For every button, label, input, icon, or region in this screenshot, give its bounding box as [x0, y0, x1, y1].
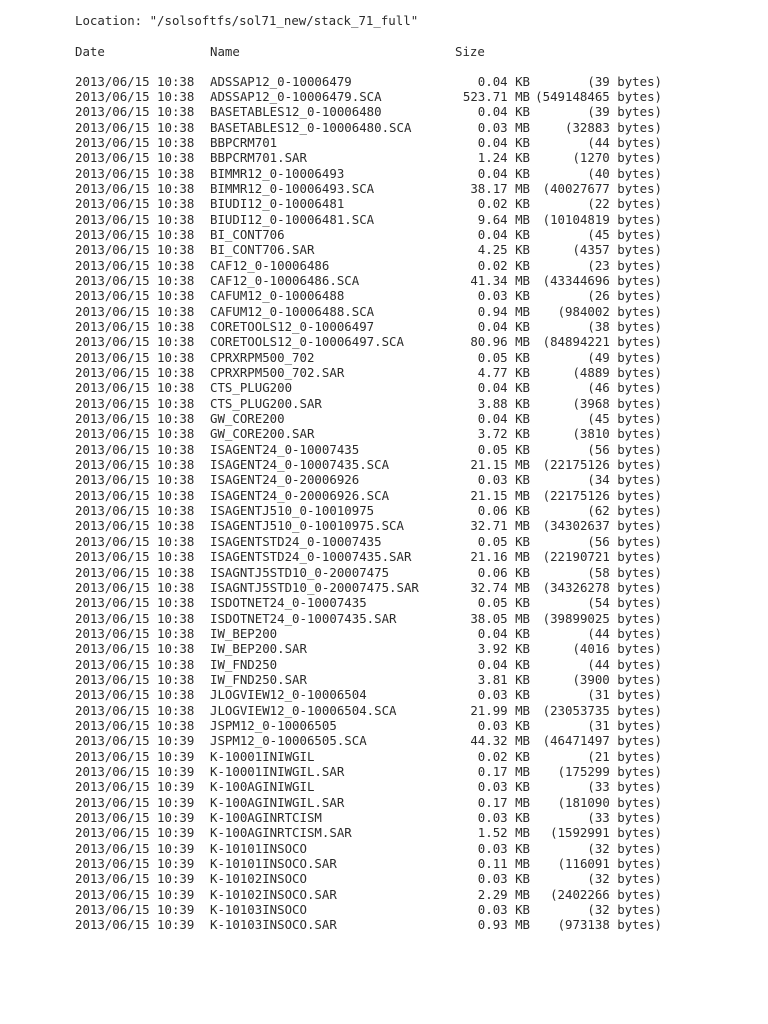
file-size: 3.81 KB [477, 671, 530, 687]
file-name: BI_CONT706 [210, 226, 285, 242]
file-date: 2013/06/15 10:38 [75, 380, 195, 396]
file-row [0, 580, 768, 595]
file-name: ISAGENT24_0-20006926.SCA [210, 487, 390, 503]
file-bytes: (3810 bytes) [572, 426, 662, 442]
file-date: 2013/06/15 10:39 [75, 902, 195, 918]
file-bytes: (44 bytes) [587, 656, 662, 672]
file-bytes: (39 bytes) [587, 73, 662, 89]
file-name: ISDOTNET24_0-10007435.SAR [210, 610, 397, 626]
file-bytes: (21 bytes) [587, 748, 662, 764]
file-name: ISAGENT24_0-10007435.SCA [210, 457, 390, 473]
file-bytes: (44 bytes) [587, 134, 662, 150]
file-date: 2013/06/15 10:38 [75, 165, 195, 181]
file-row [0, 503, 768, 518]
file-bytes: (22190721 bytes) [542, 549, 662, 565]
file-row [0, 380, 768, 395]
file-date: 2013/06/15 10:38 [75, 656, 195, 672]
file-row [0, 749, 768, 764]
file-row [0, 871, 768, 886]
file-size: 2.29 MB [477, 886, 530, 902]
file-row [0, 611, 768, 626]
file-name: ADSSAP12_0-10006479.SCA [210, 88, 382, 104]
file-size: 3.92 KB [477, 641, 530, 657]
file-row [0, 135, 768, 150]
file-bytes: (38 bytes) [587, 319, 662, 334]
header-size: Size [455, 44, 485, 59]
file-bytes: (44 bytes) [587, 625, 662, 641]
file-name: BBPCRM701.SAR [210, 150, 307, 166]
file-size: 0.04 KB [477, 104, 530, 120]
file-date: 2013/06/15 10:38 [75, 150, 195, 166]
file-size: 0.11 MB [477, 856, 530, 872]
file-row [0, 196, 768, 211]
file-bytes: (32 bytes) [587, 871, 662, 887]
file-bytes: (32 bytes) [587, 840, 662, 856]
file-bytes: (46471497 bytes) [542, 733, 662, 749]
file-bytes: (181090 bytes) [557, 794, 662, 810]
file-row [0, 595, 768, 610]
file-date: 2013/06/15 10:38 [75, 257, 195, 273]
file-name: K-10102INSOCO.SAR [210, 886, 337, 902]
file-size: 21.15 MB [470, 457, 530, 473]
file-bytes: (1270 bytes) [572, 150, 662, 166]
file-date: 2013/06/15 10:38 [75, 365, 195, 381]
file-date: 2013/06/15 10:38 [75, 564, 195, 580]
file-row [0, 718, 768, 733]
file-bytes: (4016 bytes) [572, 641, 662, 657]
file-row [0, 319, 768, 334]
file-name: IW_FND250 [210, 656, 278, 672]
file-bytes: (32 bytes) [587, 902, 662, 918]
file-date: 2013/06/15 10:38 [75, 196, 195, 212]
file-size: 3.72 KB [477, 426, 530, 442]
file-row [0, 74, 768, 89]
file-size: 41.34 MB [470, 272, 530, 288]
file-name: GW_CORE200.SAR [210, 426, 315, 442]
file-row [0, 350, 768, 365]
file-row [0, 841, 768, 856]
file-row [0, 549, 768, 564]
file-name: IW_FND250.SAR [210, 671, 307, 687]
file-size: 0.04 KB [477, 226, 530, 242]
file-bytes: (56 bytes) [587, 441, 662, 457]
file-row [0, 779, 768, 794]
file-row [0, 227, 768, 242]
file-date: 2013/06/15 10:39 [75, 871, 195, 887]
file-bytes: (34302637 bytes) [542, 518, 662, 534]
file-row [0, 518, 768, 533]
file-date: 2013/06/15 10:39 [75, 886, 195, 902]
file-size: 0.04 KB [477, 134, 530, 150]
file-bytes: (34326278 bytes) [542, 579, 662, 595]
file-date: 2013/06/15 10:38 [75, 134, 195, 150]
file-bytes: (45 bytes) [587, 411, 662, 427]
file-date: 2013/06/15 10:39 [75, 810, 195, 825]
file-bytes: (34 bytes) [587, 472, 662, 488]
file-bytes: (31 bytes) [587, 687, 662, 703]
file-date: 2013/06/15 10:38 [75, 579, 195, 595]
file-name: K-10101INSOCO.SAR [210, 856, 337, 872]
file-size: 80.96 MB [470, 334, 530, 350]
file-name: CTS_PLUG200.SAR [210, 395, 322, 411]
file-bytes: (984002 bytes) [557, 303, 662, 319]
file-name: CAFUM12_0-10006488.SCA [210, 303, 375, 319]
file-size: 0.17 MB [477, 763, 530, 779]
file-date: 2013/06/15 10:38 [75, 334, 195, 350]
file-date: 2013/06/15 10:38 [75, 610, 195, 626]
file-date: 2013/06/15 10:38 [75, 595, 195, 611]
file-size: 0.04 KB [477, 73, 530, 89]
file-name: ISAGENT24_0-10007435 [210, 441, 360, 457]
file-date: 2013/06/15 10:38 [75, 641, 195, 657]
file-name: K-10102INSOCO [210, 871, 307, 887]
file-date: 2013/06/15 10:38 [75, 119, 195, 135]
file-size: 0.04 KB [477, 411, 530, 427]
file-size: 0.03 KB [477, 779, 530, 795]
file-size: 0.02 KB [477, 257, 530, 273]
file-bytes: (549148465 bytes) [535, 88, 662, 104]
file-name: ISAGENTJ510_0-10010975.SCA [210, 518, 404, 534]
file-bytes: (40 bytes) [587, 165, 662, 181]
file-name: ISDOTNET24_0-10007435 [210, 595, 367, 611]
file-size: 0.04 KB [477, 380, 530, 396]
file-row [0, 703, 768, 718]
file-bytes: (62 bytes) [587, 503, 662, 519]
file-date: 2013/06/15 10:39 [75, 763, 195, 779]
file-date: 2013/06/15 10:38 [75, 288, 195, 304]
file-date: 2013/06/15 10:38 [75, 533, 195, 549]
file-row [0, 856, 768, 871]
file-date: 2013/06/15 10:38 [75, 457, 195, 473]
file-name: BASETABLES12_0-10006480.SCA [210, 119, 412, 135]
file-date: 2013/06/15 10:38 [75, 549, 195, 565]
file-bytes: (1592991 bytes) [550, 825, 662, 841]
file-date: 2013/06/15 10:38 [75, 395, 195, 411]
file-size: 0.06 KB [477, 564, 530, 580]
file-name: ISAGENT24_0-20006926 [210, 472, 360, 488]
file-bytes: (33 bytes) [587, 779, 662, 795]
file-row [0, 457, 768, 472]
file-size: 0.04 KB [477, 319, 530, 334]
file-bytes: (58 bytes) [587, 564, 662, 580]
file-list [0, 74, 768, 933]
file-row [0, 396, 768, 411]
header-name: Name [210, 44, 240, 59]
file-name: BIMMR12_0-10006493.SCA [210, 180, 375, 196]
file-name: ISAGNTJ5STD10_0-20007475.SAR [210, 579, 419, 595]
file-row [0, 258, 768, 273]
file-bytes: (4889 bytes) [572, 365, 662, 381]
file-bytes: (43344696 bytes) [542, 272, 662, 288]
file-bytes: (49 bytes) [587, 349, 662, 365]
file-size: 0.05 KB [477, 595, 530, 611]
file-date: 2013/06/15 10:39 [75, 856, 195, 872]
file-bytes: (22175126 bytes) [542, 457, 662, 473]
file-name: K-10001INIWGIL [210, 748, 315, 764]
file-bytes: (2402266 bytes) [550, 886, 662, 902]
file-row [0, 242, 768, 257]
file-size: 0.04 KB [477, 656, 530, 672]
file-name: CORETOOLS12_0-10006497 [210, 319, 375, 334]
file-row [0, 150, 768, 165]
file-name: K-100AGINRTCISM.SAR [210, 825, 352, 841]
file-row [0, 442, 768, 457]
file-name: CORETOOLS12_0-10006497.SCA [210, 334, 404, 350]
file-size: 0.03 KB [477, 902, 530, 918]
file-row [0, 810, 768, 825]
file-date: 2013/06/15 10:38 [75, 319, 195, 334]
file-bytes: (54 bytes) [587, 595, 662, 611]
file-bytes: (56 bytes) [587, 533, 662, 549]
file-name: ISAGENTSTD24_0-10007435 [210, 533, 382, 549]
file-bytes: (3968 bytes) [572, 395, 662, 411]
file-size: 0.05 KB [477, 533, 530, 549]
file-size: 21.16 MB [470, 549, 530, 565]
file-date: 2013/06/15 10:38 [75, 687, 195, 703]
file-row [0, 426, 768, 441]
file-date: 2013/06/15 10:38 [75, 180, 195, 196]
file-name: JSPM12_0-10006505 [210, 717, 337, 733]
file-bytes: (23 bytes) [587, 257, 662, 273]
file-size: 0.02 KB [477, 748, 530, 764]
file-size: 21.15 MB [470, 487, 530, 503]
file-date: 2013/06/15 10:38 [75, 226, 195, 242]
file-size: 0.03 KB [477, 717, 530, 733]
file-size: 38.17 MB [470, 180, 530, 196]
file-name: CAF12_0-10006486 [210, 257, 330, 273]
file-name: K-10101INSOCO [210, 840, 307, 856]
file-date: 2013/06/15 10:38 [75, 242, 195, 258]
file-size: 0.17 MB [477, 794, 530, 810]
file-bytes: (33 bytes) [587, 810, 662, 825]
file-name: K-10103INSOCO.SAR [210, 917, 337, 933]
file-bytes: (22175126 bytes) [542, 487, 662, 503]
file-row [0, 181, 768, 196]
file-name: ISAGENTSTD24_0-10007435.SAR [210, 549, 412, 565]
file-row [0, 733, 768, 748]
file-size: 0.03 KB [477, 288, 530, 304]
file-row [0, 534, 768, 549]
header-date: Date [75, 44, 105, 59]
file-date: 2013/06/15 10:38 [75, 303, 195, 319]
file-size: 0.94 MB [477, 303, 530, 319]
file-size: 0.03 KB [477, 810, 530, 825]
file-row [0, 365, 768, 380]
file-size: 1.52 MB [477, 825, 530, 841]
file-date: 2013/06/15 10:39 [75, 733, 195, 749]
file-row [0, 764, 768, 779]
file-row [0, 472, 768, 487]
file-date: 2013/06/15 10:38 [75, 272, 195, 288]
file-size: 0.03 KB [477, 687, 530, 703]
file-name: BASETABLES12_0-10006480 [210, 104, 382, 120]
file-bytes: (22 bytes) [587, 196, 662, 212]
file-name: IW_BEP200.SAR [210, 641, 307, 657]
file-date: 2013/06/15 10:38 [75, 472, 195, 488]
file-row [0, 120, 768, 135]
file-name: BIMMR12_0-10006493 [210, 165, 345, 181]
file-row [0, 657, 768, 672]
file-row [0, 626, 768, 641]
file-bytes: (39899025 bytes) [542, 610, 662, 626]
file-size: 0.04 KB [477, 165, 530, 181]
file-row [0, 825, 768, 840]
file-date: 2013/06/15 10:38 [75, 487, 195, 503]
file-bytes: (973138 bytes) [557, 917, 662, 933]
file-name: BIUDI12_0-10006481.SCA [210, 211, 375, 227]
file-date: 2013/06/15 10:39 [75, 917, 195, 933]
file-bytes: (45 bytes) [587, 226, 662, 242]
file-date: 2013/06/15 10:38 [75, 211, 195, 227]
file-row [0, 672, 768, 687]
file-name: CAFUM12_0-10006488 [210, 288, 345, 304]
file-bytes: (175299 bytes) [557, 763, 662, 779]
file-name: ADSSAP12_0-10006479 [210, 73, 352, 89]
file-size: 0.03 KB [477, 472, 530, 488]
file-row [0, 334, 768, 349]
file-name: BI_CONT706.SAR [210, 242, 315, 258]
file-date: 2013/06/15 10:39 [75, 748, 195, 764]
file-row [0, 304, 768, 319]
file-name: K-100AGINIWGIL.SAR [210, 794, 345, 810]
file-row [0, 917, 768, 932]
file-name: CPRXRPM500_702 [210, 349, 315, 365]
file-bytes: (32883 bytes) [565, 119, 662, 135]
file-size: 0.03 KB [477, 840, 530, 856]
file-name: BIUDI12_0-10006481 [210, 196, 345, 212]
file-size: 44.32 MB [470, 733, 530, 749]
file-bytes: (84894221 bytes) [542, 334, 662, 350]
file-size: 0.02 KB [477, 196, 530, 212]
file-name: ISAGNTJ5STD10_0-20007475 [210, 564, 390, 580]
file-date: 2013/06/15 10:38 [75, 671, 195, 687]
file-size: 0.03 MB [477, 119, 530, 135]
file-size: 32.71 MB [470, 518, 530, 534]
file-size: 523.71 MB [462, 88, 530, 104]
file-size: 0.06 KB [477, 503, 530, 519]
file-name: GW_CORE200 [210, 411, 285, 427]
file-name: JLOGVIEW12_0-10006504.SCA [210, 702, 397, 718]
file-size: 3.88 KB [477, 395, 530, 411]
file-date: 2013/06/15 10:38 [75, 104, 195, 120]
file-date: 2013/06/15 10:39 [75, 840, 195, 856]
file-size: 0.93 MB [477, 917, 530, 933]
file-bytes: (3900 bytes) [572, 671, 662, 687]
file-date: 2013/06/15 10:38 [75, 88, 195, 104]
file-size: 32.74 MB [470, 579, 530, 595]
file-name: IW_BEP200 [210, 625, 278, 641]
file-name: JLOGVIEW12_0-10006504 [210, 687, 367, 703]
file-date: 2013/06/15 10:38 [75, 625, 195, 641]
file-size: 0.05 KB [477, 441, 530, 457]
file-name: K-100AGINRTCISM [210, 810, 322, 825]
file-date: 2013/06/15 10:38 [75, 73, 195, 89]
file-size: 1.24 KB [477, 150, 530, 166]
file-date: 2013/06/15 10:38 [75, 349, 195, 365]
file-date: 2013/06/15 10:38 [75, 702, 195, 718]
file-row [0, 288, 768, 303]
file-row [0, 166, 768, 181]
file-bytes: (116091 bytes) [557, 856, 662, 872]
file-bytes: (46 bytes) [587, 380, 662, 396]
file-row [0, 273, 768, 288]
file-row [0, 902, 768, 917]
file-date: 2013/06/15 10:39 [75, 825, 195, 841]
file-date: 2013/06/15 10:38 [75, 441, 195, 457]
file-date: 2013/06/15 10:38 [75, 411, 195, 427]
file-bytes: (10104819 bytes) [542, 211, 662, 227]
file-size: 9.64 MB [477, 211, 530, 227]
file-row [0, 795, 768, 810]
file-row [0, 212, 768, 227]
file-name: CPRXRPM500_702.SAR [210, 365, 345, 381]
file-size: 0.03 KB [477, 871, 530, 887]
file-row [0, 641, 768, 656]
file-size: 38.05 MB [470, 610, 530, 626]
file-row [0, 887, 768, 902]
file-bytes: (4357 bytes) [572, 242, 662, 258]
file-row [0, 104, 768, 119]
file-date: 2013/06/15 10:38 [75, 426, 195, 442]
file-name: CTS_PLUG200 [210, 380, 293, 396]
file-row [0, 488, 768, 503]
location-path: Location: "/solsoftfs/sol71_new/stack_71_full" [75, 13, 419, 28]
file-size: 4.77 KB [477, 365, 530, 381]
file-date: 2013/06/15 10:38 [75, 717, 195, 733]
file-bytes: (31 bytes) [587, 717, 662, 733]
file-name: K-10001INIWGIL.SAR [210, 763, 345, 779]
file-bytes: (39 bytes) [587, 104, 662, 120]
file-bytes: (26 bytes) [587, 288, 662, 304]
column-headers [0, 44, 768, 60]
file-name: BBPCRM701 [210, 134, 278, 150]
file-name: K-100AGINIWGIL [210, 779, 315, 795]
file-row [0, 687, 768, 702]
file-row [0, 89, 768, 104]
file-size: 4.25 KB [477, 242, 530, 258]
file-date: 2013/06/15 10:38 [75, 503, 195, 519]
file-date: 2013/06/15 10:38 [75, 518, 195, 534]
file-row [0, 565, 768, 580]
file-name: JSPM12_0-10006505.SCA [210, 733, 367, 749]
file-bytes: (23053735 bytes) [542, 702, 662, 718]
file-size: 0.04 KB [477, 625, 530, 641]
file-size: 21.99 MB [470, 702, 530, 718]
file-name: ISAGENTJ510_0-10010975 [210, 503, 375, 519]
file-row [0, 411, 768, 426]
file-date: 2013/06/15 10:39 [75, 779, 195, 795]
file-size: 0.05 KB [477, 349, 530, 365]
file-bytes: (40027677 bytes) [542, 180, 662, 196]
file-name: CAF12_0-10006486.SCA [210, 272, 360, 288]
file-name: K-10103INSOCO [210, 902, 307, 918]
file-date: 2013/06/15 10:39 [75, 794, 195, 810]
